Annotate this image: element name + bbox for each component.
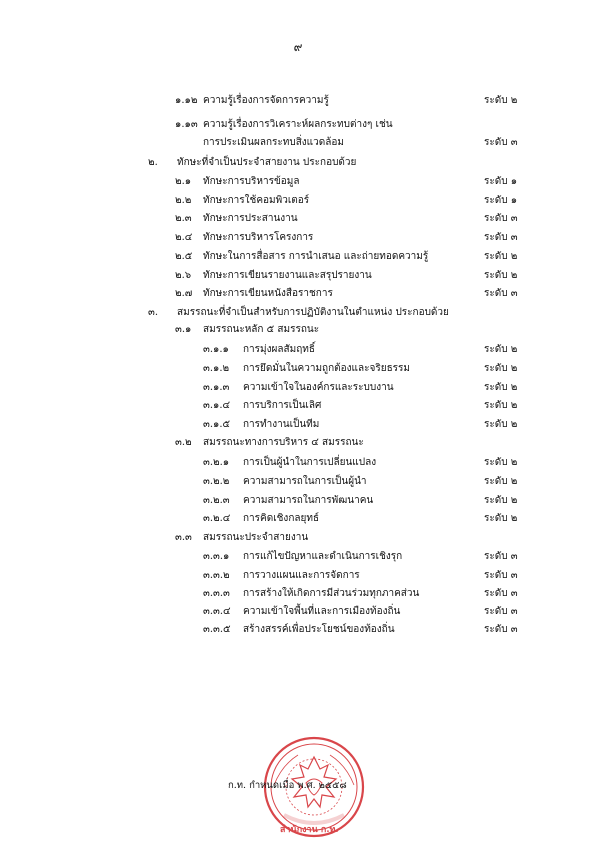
list-item bbox=[0, 193, 596, 208]
list-item bbox=[0, 249, 596, 264]
list-item bbox=[0, 568, 596, 583]
item-level: ระดับ ๒ bbox=[484, 95, 518, 106]
item-level: ระดับ ๑ bbox=[484, 176, 518, 187]
section-number: ๓. bbox=[148, 307, 159, 318]
item-level: ระดับ ๒ bbox=[484, 270, 518, 281]
item-level: ระดับ ๓ bbox=[484, 213, 518, 224]
item-text: การทำงานเป็นทีม bbox=[243, 419, 320, 430]
item-text: ทักษะการเขียนรายงานและสรุปรายงาน bbox=[203, 270, 372, 281]
list-item bbox=[0, 604, 596, 619]
list-item bbox=[0, 622, 596, 637]
item-number: ๒.๒ bbox=[175, 195, 192, 206]
item-text: การวางแผนและการจัดการ bbox=[243, 570, 360, 581]
item-number: ๓.๓.๔ bbox=[203, 606, 231, 617]
item-level: ระดับ ๒ bbox=[484, 419, 518, 430]
item-number: ๓.๓.๓ bbox=[203, 588, 230, 599]
subsection-heading bbox=[0, 322, 596, 337]
item-level: ระดับ ๓ bbox=[484, 288, 518, 299]
item-text: การคิดเชิงกลยุทธ์ bbox=[243, 513, 320, 524]
subsection-heading bbox=[0, 435, 596, 450]
item-level: ระดับ ๒ bbox=[484, 344, 518, 355]
item-text: ทักษะการบริหารข้อมูล bbox=[203, 176, 300, 187]
item-number: ๒.๗ bbox=[175, 288, 193, 299]
item-number: ๑.๑๓ bbox=[175, 119, 198, 130]
subsection-title: สมรรถนะประจำสายงาน bbox=[203, 532, 309, 543]
item-level: ระดับ ๒ bbox=[484, 495, 518, 506]
item-text: ทักษะการประสานงาน bbox=[203, 213, 298, 224]
item-number: ๑.๑๒ bbox=[175, 95, 198, 106]
list-item bbox=[0, 380, 596, 395]
item-number: ๒.๖ bbox=[175, 270, 192, 281]
seal-text: สำนักงาน ก.ท. bbox=[280, 825, 339, 835]
item-level: ระดับ ๑ bbox=[484, 195, 518, 206]
subsection-number: ๓.๑ bbox=[175, 324, 192, 335]
item-text: การยึดมั่นในความถูกต้องและจริยธรรม bbox=[243, 363, 411, 374]
list-item bbox=[0, 135, 596, 150]
item-text: ความเข้าใจพื้นที่และการเมืองท้องถิ่น bbox=[243, 606, 401, 617]
section-title: ทักษะที่จำเป็นประจำสายงาน ประกอบด้วย bbox=[177, 157, 357, 168]
item-level: ระดับ ๓ bbox=[484, 624, 518, 635]
item-number: ๓.๑.๕ bbox=[203, 419, 231, 430]
list-item bbox=[0, 230, 596, 245]
item-level: ระดับ ๒ bbox=[484, 476, 518, 487]
item-number: ๓.๓.๕ bbox=[203, 624, 231, 635]
item-text: ความสามารถในการเป็นผู้นำ bbox=[243, 476, 367, 487]
list-item bbox=[0, 398, 596, 413]
section-number: ๒. bbox=[148, 157, 158, 168]
item-text: การเป็นผู้นำในการเปลี่ยนแปลง bbox=[243, 457, 377, 468]
item-level: ระดับ ๒ bbox=[484, 382, 518, 393]
subsection-number: ๓.๒ bbox=[175, 437, 192, 448]
item-text: ทักษะการบริหารโครงการ bbox=[203, 232, 314, 243]
item-text: ความรู้เรื่องการวิเคราะห์ผลกระทบต่างๆ เช่น bbox=[203, 119, 393, 130]
item-level: ระดับ ๓ bbox=[484, 232, 518, 243]
item-number: ๓.๒.๒ bbox=[203, 476, 230, 487]
subsection-title: สมรรถนะทางการบริหาร ๔ สมรรถนะ bbox=[203, 437, 364, 448]
item-number: ๓.๓.๒ bbox=[203, 570, 230, 581]
list-item bbox=[0, 342, 596, 357]
item-text: ทักษะการเขียนหนังสือราชการ bbox=[203, 288, 333, 299]
list-item bbox=[0, 117, 596, 132]
item-level: ระดับ ๓ bbox=[484, 551, 518, 562]
item-level: ระดับ ๒ bbox=[484, 363, 518, 374]
item-level: ระดับ ๓ bbox=[484, 137, 518, 148]
list-item bbox=[0, 493, 596, 508]
item-text: การประเมินผลกระทบสิ่งแวดล้อม bbox=[203, 137, 344, 148]
item-number: ๒.๔ bbox=[175, 232, 193, 243]
item-number: ๓.๑.๑ bbox=[203, 344, 229, 355]
item-number: ๓.๒.๔ bbox=[203, 513, 231, 524]
item-number: ๓.๑.๔ bbox=[203, 400, 231, 411]
list-item bbox=[0, 174, 596, 189]
item-text: การสร้างให้เกิดการมีส่วนร่วมทุกภาคส่วน bbox=[243, 588, 420, 599]
page-number: ๙ bbox=[293, 40, 303, 54]
item-text: ทักษะการใช้คอมพิวเตอร์ bbox=[203, 195, 310, 206]
list-item bbox=[0, 549, 596, 564]
item-number: ๓.๒.๑ bbox=[203, 457, 230, 468]
item-number: ๓.๓.๑ bbox=[203, 551, 230, 562]
item-text: การแก้ไขปัญหาและดำเนินการเชิงรุก bbox=[243, 551, 403, 562]
list-item bbox=[0, 586, 596, 601]
item-level: ระดับ ๓ bbox=[484, 588, 518, 599]
item-level: ระดับ ๒ bbox=[484, 251, 518, 262]
section-heading bbox=[0, 305, 596, 320]
item-text: การมุ่งผลสัมฤทธิ์ bbox=[243, 344, 315, 355]
list-item bbox=[0, 455, 596, 470]
subsection-number: ๓.๓ bbox=[175, 532, 192, 543]
item-number: ๒.๕ bbox=[175, 251, 193, 262]
item-text: ความเข้าใจในองค์กรและระบบงาน bbox=[243, 382, 394, 393]
item-number: ๓.๒.๓ bbox=[203, 495, 230, 506]
item-level: ระดับ ๓ bbox=[484, 570, 518, 581]
item-number: ๓.๑.๒ bbox=[203, 363, 230, 374]
item-level: ระดับ ๒ bbox=[484, 400, 518, 411]
item-number: ๒.๑ bbox=[175, 176, 192, 187]
item-text: ทักษะในการสื่อสาร การนำเสนอ และถ่ายทอดความรู้ bbox=[203, 251, 429, 262]
section-title: สมรรถนะที่จำเป็นสำหรับการปฏิบัติงานในตำแหน่ง ประกอบด้วย bbox=[177, 307, 449, 318]
item-level: ระดับ ๒ bbox=[484, 513, 518, 524]
item-text: การบริการเป็นเลิศ bbox=[243, 400, 322, 411]
footer-note: ก.ท. กำหนดเมื่อ พ.ศ. ๒๕๕๘ bbox=[228, 780, 347, 791]
subsection-heading bbox=[0, 530, 596, 545]
item-number: ๒.๓ bbox=[175, 213, 192, 224]
list-item bbox=[0, 93, 596, 108]
list-item bbox=[0, 474, 596, 489]
list-item bbox=[0, 511, 596, 526]
list-item bbox=[0, 361, 596, 376]
item-level: ระดับ ๓ bbox=[484, 606, 518, 617]
item-text: สร้างสรรค์เพื่อประโยชน์ของท้องถิ่น bbox=[243, 624, 395, 635]
list-item bbox=[0, 268, 596, 283]
item-text: ความรู้เรื่องการจัดการความรู้ bbox=[203, 95, 329, 106]
list-item bbox=[0, 211, 596, 226]
item-text: ความสามารถในการพัฒนาคน bbox=[243, 495, 374, 506]
item-level: ระดับ ๒ bbox=[484, 457, 518, 468]
section-heading bbox=[0, 155, 596, 170]
list-item bbox=[0, 417, 596, 432]
subsection-title: สมรรถนะหลัก ๕ สมรรถนะ bbox=[203, 324, 320, 335]
item-number: ๓.๑.๓ bbox=[203, 382, 230, 393]
list-item bbox=[0, 286, 596, 301]
